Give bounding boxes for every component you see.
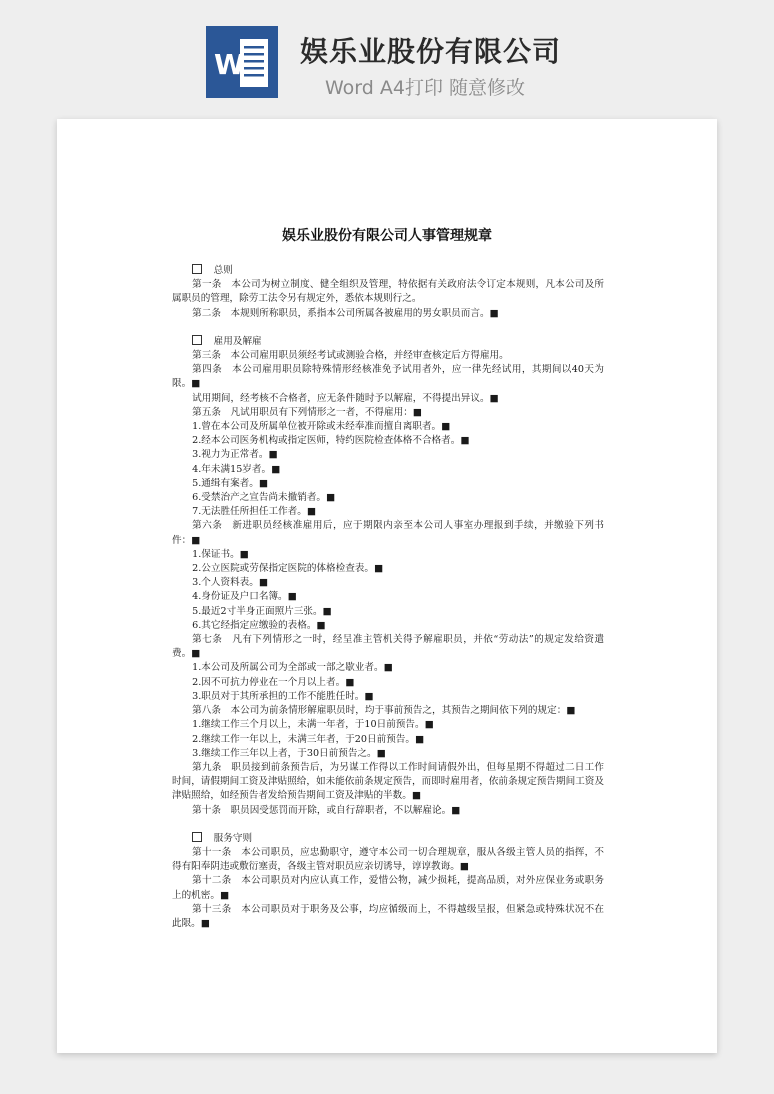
section-heading <box>172 335 604 349</box>
document-title: 娱乐业股份有限公司人事管理规章 <box>282 228 492 244</box>
section-heading <box>172 832 604 846</box>
paragraph: 4.身份证及户口名簿。■ <box>192 591 297 603</box>
paragraph: 3.职员对于其所承担的工作不能胜任时。■ <box>192 690 374 702</box>
paragraph: 第二条 本规则所称职员，系指本公司所属各被雇用的男女职员而言。■ <box>192 307 499 319</box>
word-document-icon <box>206 26 278 98</box>
paragraph: 1.本公司及所属公司为全部或一部之歇业者。■ <box>192 662 393 674</box>
paragraph: 第十二条 本公司职员对内应认真工作，爱惜公物，减少损耗，提高品质，对外应保业务或职务上的机密。■ <box>172 875 604 901</box>
paragraph: 2.继续工作一年以上，未满三年者，于20日前预告。■ <box>192 733 425 745</box>
paragraph: 第七条 凡有下列情形之一时，经呈准主管机关得予解雇职员，并依“劳动法”的规定发给资遣费。■ <box>172 634 604 660</box>
paragraph: 第一条 本公司为树立制度、健全组织及管理，特依据有关政府法令订定本规则，凡本公司及所属职员的管理，除劳工法令另有规定外，悉依本规则行之。 <box>172 279 604 305</box>
paragraph: 6.受禁治产之宣告尚未撤销者。■ <box>192 492 336 504</box>
paragraph: 4.年未满15岁者。■ <box>192 463 281 475</box>
paragraph: 1.继续工作三个月以上，未满一年者，于10日前预告。■ <box>192 719 434 731</box>
checkbox-square-icon <box>192 264 202 274</box>
paragraph: 1.曾在本公司及所属单位被开除或未经奉准而擅自离职者。■ <box>192 421 451 433</box>
banner-title: 娱乐业股份有限公司 <box>300 35 562 68</box>
paragraph: 第九条 职员接到前条预告后，为另谋工作得以工作时间请假外出，但每星期不得超过二日工作时间，请假期间工资及津贴照给，如未能依前条规定预告，而即时雇用者，依前条规定预告期间工资及津贴照给，如经预告者发给预告期间工资及津贴的半数。■ <box>172 761 604 802</box>
section-heading-text: 雇用及解雇 <box>213 335 262 347</box>
paragraph: 第六条 新进职员经核准雇用后，应于期限内亲至本公司人事室办理报到手续，并缴验下列书件：■ <box>172 520 604 546</box>
page-banner <box>0 0 774 112</box>
paragraph: 第四条 本公司雇用职员除特殊情形经核准免予试用者外，应一律先经试用，其期间以40天为限。■ <box>172 364 604 390</box>
section-heading-text: 总则 <box>213 265 233 276</box>
paragraph: 2.因不可抗力停业在一个月以上者。■ <box>192 676 355 688</box>
paragraph: 6.其它经指定应缴验的表格。■ <box>192 619 326 631</box>
paragraph-gap <box>172 321 604 335</box>
paragraph: 2.经本公司医务机构或指定医师，特约医院检查体格不合格者。■ <box>192 435 470 447</box>
word-icon-letter: W <box>214 48 245 81</box>
paragraph: 5.通缉有案者。■ <box>192 477 268 489</box>
paragraph: 3.个人资料表。■ <box>192 577 268 589</box>
paragraph: 3.视力为正常者。■ <box>192 449 278 461</box>
section-heading <box>172 264 604 278</box>
document-page <box>57 119 717 1053</box>
document-body <box>172 264 604 931</box>
section-heading-text: 服务守则 <box>213 832 253 844</box>
paragraph: 第八条 本公司为前条情形解雇职员时，均于事前预告之，其预告之期间依下列的规定：■ <box>192 705 576 717</box>
paragraph: 2.公立医院或劳保指定医院的体格检查表。■ <box>192 563 384 575</box>
paragraph: 第三条 本公司雇用职员须经考试或测验合格，并经审查核定后方得雇用。 <box>192 350 509 362</box>
checkbox-square-icon <box>192 335 202 345</box>
paragraph: 7.无法胜任所担任工作者。■ <box>192 506 316 518</box>
paragraph: 第十一条 本公司职员，应忠勤职守，遵守本公司一切合理规章，服从各级主管人员的指挥，不得有阳奉阴违或敷衍塞责，各级主管对职员应亲切诱导，谆谆教诲。■ <box>172 846 604 873</box>
paragraph: 3.继续工作三年以上者，于30日前预告之。■ <box>192 747 386 759</box>
paragraph: 试用期间，经考核不合格者，应无条件随时予以解雇，不得提出异议。■ <box>192 392 499 404</box>
paragraph: 第十三条 本公司职员对于职务及公事，均应循级而上，不得越级呈报，但紧急或特殊状况不在此限。■ <box>172 903 604 929</box>
paragraph: 第五条 凡试用职员有下列情形之一者，不得雇用：■ <box>192 406 422 418</box>
paragraph: 1.保证书。■ <box>192 548 249 560</box>
paragraph: 第十条 职员因受惩罚而开除，或自行辞职者，不以解雇论。■ <box>192 804 461 816</box>
checkbox-square-icon <box>192 832 202 842</box>
paragraph: 5.最近2寸半身正面照片三张。■ <box>192 605 332 617</box>
paragraph-gap <box>172 818 604 832</box>
banner-subtitle: Word A4打印 随意修改 <box>325 77 526 99</box>
